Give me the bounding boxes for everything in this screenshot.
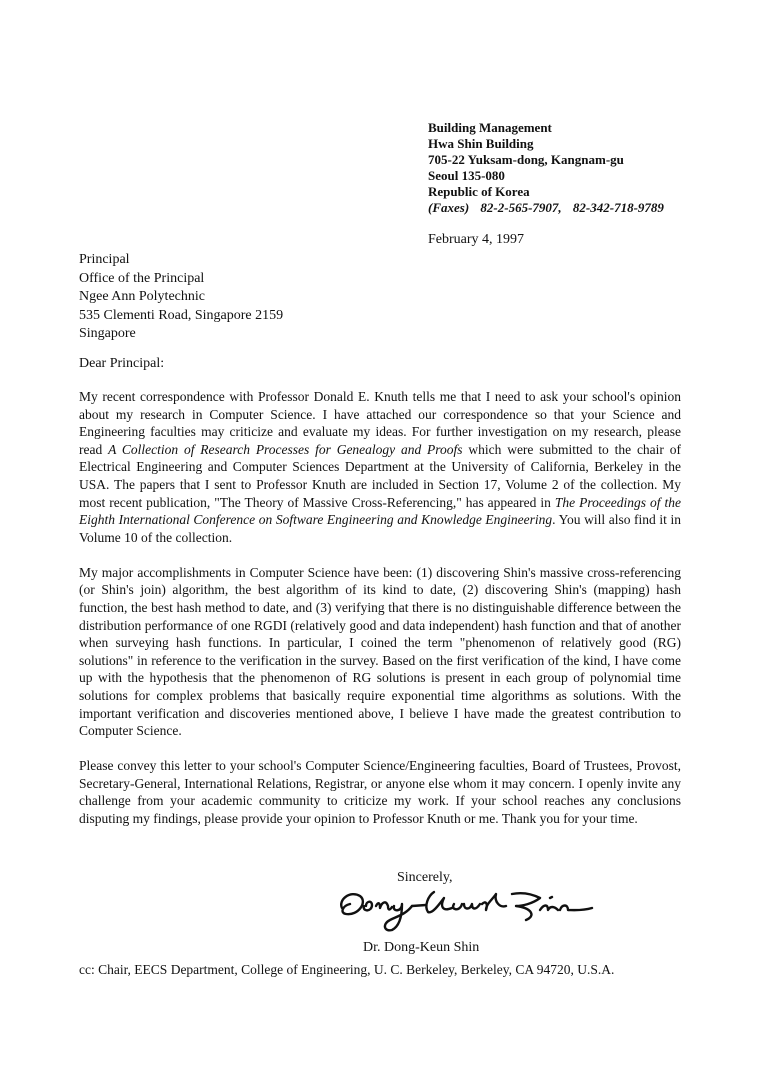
para1-text-a: My recent correspondence with Professor Donald E. Knuth tells me that I need to ask your school's opinion about my research in Computer Science. I have attached our correspondence so that your Science and Engineering faculties may criticize and evaluate my ideas. For further investigation on my research, please read (79, 389, 681, 457)
para1-book-title: A Collection of Research Processes for Genealogy and Proofs (108, 441, 463, 457)
fax-number-1: 82-2-565-7907, (480, 200, 562, 215)
closing: Sincerely, (397, 870, 453, 885)
fax-label: (Faxes) (428, 200, 470, 215)
signer-name: Dr. Dong-Keun Shin (363, 940, 480, 955)
cc-line: cc: Chair, EECS Department, College of Engineering, U. C. Berkeley, Berkeley, CA 94720, U.S.A. (79, 962, 615, 977)
sender-fax-line (428, 200, 672, 216)
recipient-line-title: Principal (79, 252, 130, 267)
sender-line-country: Republic of Korea (428, 184, 530, 199)
sender-line-building: Hwa Shin Building (428, 136, 534, 151)
sender-line-city: Seoul 135-080 (428, 168, 505, 183)
sender-line-street: 705-22 Yuksam-dong, Kangnam-gu (428, 152, 624, 167)
recipient-line-institution: Ngee Ann Polytechnic (79, 289, 205, 304)
sender-line-organization: Building Management (428, 120, 552, 135)
handwritten-signature (336, 880, 596, 940)
body-paragraph-3: Please convey this letter to your school's Computer Science/Engineering faculties, Board of Trustees, Provost, Secretary-General, International Relations, Registrar, or anyone else whom it may concern. I openly invite any challenge from your academic community to criticize my work. If your school reaches any conclusions disputing my findings, please provide your opinion to Professor Knuth or me. Thank you for your time. (79, 758, 681, 827)
para1-text-e: . You will also find it in Volume 10 of the collection. (79, 512, 681, 545)
letter-date: February 4, 1997 (428, 232, 525, 247)
recipient-line-office: Office of the Principal (79, 270, 205, 286)
para1-text-c: which were submitted to the chair of Electrical Engineering and Computer Sciences Department at the University of California, Berkeley in the USA. The papers that I sent to Professor Knuth are included in Section 17, Volume 2 of the collection. My most recent publication, "The Theory of Massive Cross-Referencing," has appeared in (79, 441, 681, 510)
body-paragraph-2: My major accomplishments in Computer Science have been: (1) discovering Shin's massive cross-referencing (or Shin's join) algorithm, the best algorithm of its kind to date, (2) discovering Shin's (mapping) hash function, the best hash method to date, and (3) verifying that there is no distinguishable difference between the distribution performance of one RGDI (relatively good and data independent) hash function and that of another when surveying hash functions. In particular, I coined the term "phenomenon of relatively good (RG) solutions" in reference to the verification in the survey. Based on the first verification of the kind, I have come up with the hypothesis that the phenomenon of RG solutions is present in each group of polynomial time solutions for complex problems that basically require exponential time algorithms as solutions. With the important verification and discoveries mentioned above, I believe I have made the greatest contribution to Computer Science. (79, 564, 681, 739)
fax-number-2: 82-342-718-9789 (572, 200, 664, 215)
para1-proceedings-title: The Proceedings of the Eighth International Conference on Software Engineering and Knowledge Engineering (79, 494, 681, 528)
letter-body (79, 388, 681, 845)
recipient-address-block (79, 251, 283, 344)
recipient-line-country: Singapore (79, 326, 136, 341)
salutation: Dear Principal: (79, 356, 165, 371)
recipient-line-street: 535 Clementi Road, Singapore 2159 (79, 307, 284, 323)
sender-address-block (428, 120, 672, 216)
body-paragraph-1 (79, 388, 681, 546)
